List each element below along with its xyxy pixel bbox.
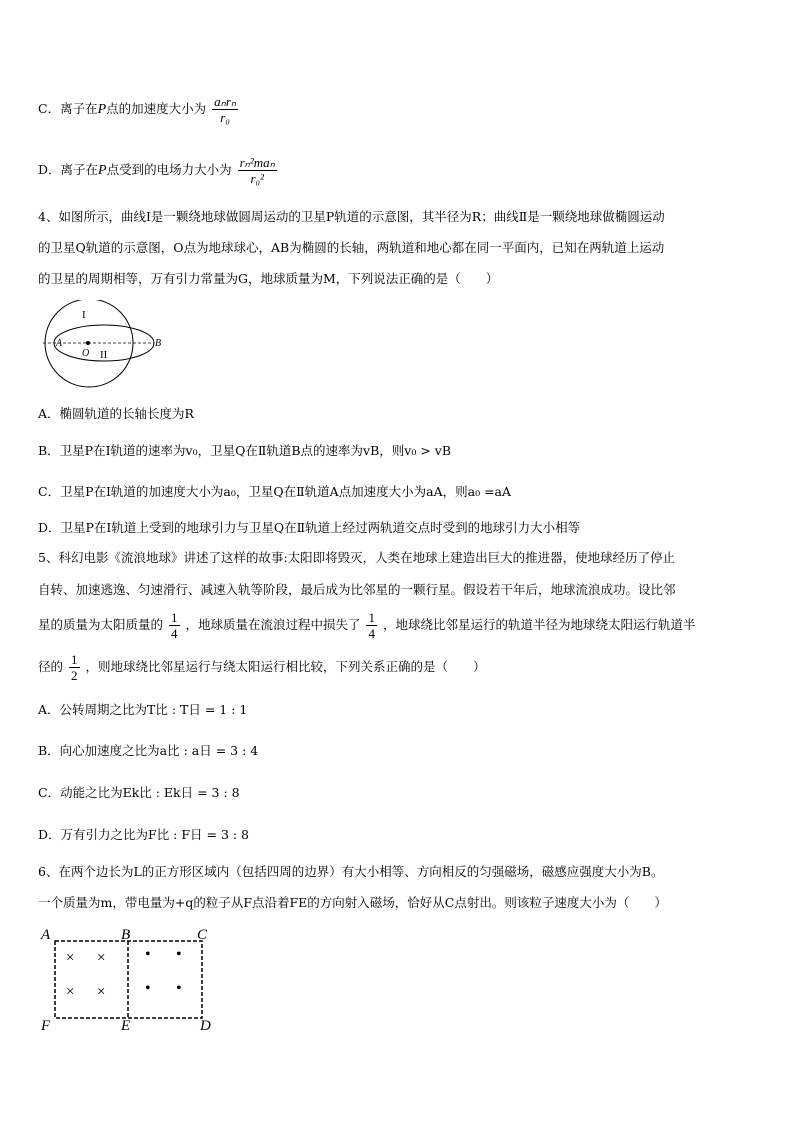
label-I: I	[82, 309, 86, 321]
label-II: II	[100, 349, 108, 361]
label-B: B	[121, 927, 131, 943]
q3-option-c: C．离子在P点的加速度大小为 $\frac{\text{aₙrₙ}}{\text{r₀}}$	[38, 94, 237, 125]
field-out-of-page-mark: •	[176, 946, 182, 963]
q4-stem-line3: 的卫星的周期相等，万有引力常量为G，地球质量为M，下列说法正确的是（ ）	[38, 271, 499, 286]
q4-stem-line1: 4、如图所示，曲线Ⅰ是一颗绕地球做圆周运动的卫星P轨道的示意图，其半径为R；曲线Ⅱ是一颗绕地球做椭圆运动	[38, 209, 665, 224]
orbit-figure	[40, 300, 170, 395]
q4-stem-line2: 的卫星Q轨道的示意图，O点为地球球心，AB为椭圆的长轴，两轨道和地心都在同一平面内，已知在两轨道上运动	[38, 240, 665, 255]
q5-stem-line1: 5、科幻电影《流浪地球》讲述了这样的故事:太阳即将毁灭，人类在地球上建造出巨大的推进器，使地球经历了停止	[38, 550, 676, 565]
label-E: E	[121, 1018, 131, 1034]
q5-option-b: B．向心加速度之比为a比 : a日 = 3 : 4	[38, 743, 259, 758]
q5-stem-line3: 星的质量为太阳质量的 $\frac{1}{4}$ ，地球质量在流浪过程中损失了 $\frac{1}{4}$ ，地球绕比邻星运行的轨道半径为地球绕太阳运行轨道半	[38, 610, 696, 641]
q5-stem-line2: 自转、加速逃逸、匀速滑行、减速入轨等阶段，最后成为比邻星的一颗行星。假设若干年后，地球流浪成功。设比邻	[38, 582, 676, 597]
label-D: D	[200, 1018, 211, 1034]
label-F: F	[41, 1018, 51, 1034]
q6-stem-line1: 6、在两个边长为L的正方形区域内（包括四周的边界）有大小相等、方向相反的匀强磁场，磁感应强度大小为B。	[38, 864, 664, 879]
q3-option-d: D．离子在P点受到的电场力大小为 $\frac{\text{rₙ²maₙ}}{\text{r₀²}}$	[38, 155, 275, 186]
label-B: B	[155, 338, 162, 349]
field-out-of-page-mark: •	[145, 980, 151, 997]
field-into-page-mark: ×	[66, 984, 75, 1000]
field-out-of-page-mark: •	[145, 946, 151, 963]
label-A: A	[56, 338, 63, 349]
q5-option-d: D．万有引力之比为F比 : F日 = 3 : 8	[38, 827, 250, 842]
q4-option-a: A．椭圆轨道的长轴长度为R	[38, 406, 194, 421]
q5-option-a: A．公转周期之比为T比 : T日 = 1 : 1	[38, 702, 248, 717]
field-out-of-page-mark: •	[176, 980, 182, 997]
earth-center	[86, 341, 90, 345]
magnetic-field-figure	[35, 922, 225, 1037]
label-O: O	[82, 348, 90, 359]
q6-stem-line2: 一个质量为m，带电量为+q的粒子从F点沿着FE的方向射入磁场，恰好从C点射出。则该粒子速度大小为（ ）	[38, 895, 667, 910]
q4-option-c: C．卫星P在Ⅰ轨道的加速度大小为a₀，卫星Q在Ⅱ轨道A点加速度大小为aA，则a₀ =aA	[38, 484, 512, 499]
label-A: A	[41, 927, 51, 943]
q4-option-b: B．卫星P在Ⅰ轨道的速率为v₀，卫星Q在Ⅱ轨道B点的速率为vB，则v₀ > vB	[38, 443, 452, 458]
q4-option-d: D．卫星P在Ⅰ轨道上受到的地球引力与卫星Q在Ⅱ轨道上经过两轨道交点时受到的地球引力大小相等	[38, 520, 581, 535]
field-into-page-mark: ×	[97, 984, 106, 1000]
field-into-page-mark: ×	[97, 950, 106, 966]
q5-option-c: C．动能之比为Ek比 : Ek日 = 3 : 8	[38, 785, 240, 800]
q5-stem-line4: 径的 $\frac{1}{2}$ ，则地球绕比邻星运行与绕太阳运行相比较，下列关系正确的是（ ）	[38, 652, 486, 683]
field-into-page-mark: ×	[66, 950, 75, 966]
label-C: C	[197, 927, 208, 943]
